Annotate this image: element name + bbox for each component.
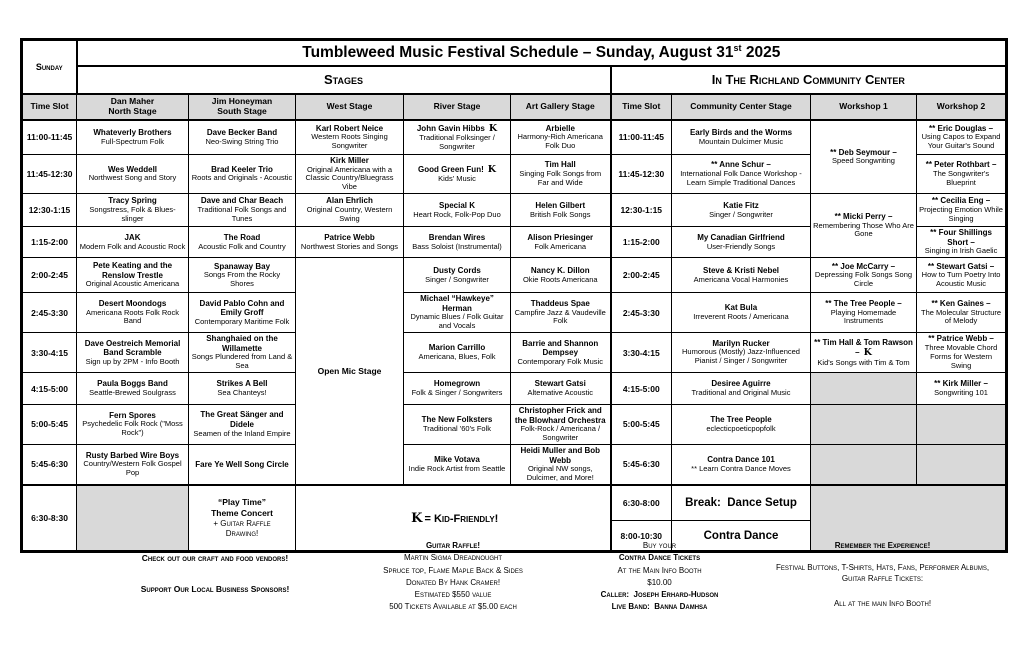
time-slot-cell: 5:00-5:45 <box>611 405 672 445</box>
performer-cell <box>511 373 611 405</box>
footer-line: Guitar Raffle Tickets: <box>841 574 924 583</box>
performer-cell <box>672 155 811 194</box>
time-slot-cell: 5:00-5:45 <box>22 405 77 445</box>
performer-desc: Humorous (Mostly) Jazz-Influenced Pianist / Singer / Songwriter <box>682 347 800 366</box>
performer-name: ** Stewart Gatsi – <box>927 261 995 271</box>
time-slot-cell: 1:15-2:00 <box>22 227 77 258</box>
footer-contra-dance-note <box>592 540 727 614</box>
col-header-west-stage: West Stage <box>296 94 404 120</box>
performer-desc: Folk-Rock / Americana / Songwriter <box>520 424 601 443</box>
time-slot-cell: 12:30-1:15 <box>22 194 77 227</box>
time-slot-cell: 2:00-2:45 <box>611 258 672 293</box>
time-slot-cell: 6:30-8:30 <box>22 485 77 552</box>
performer-name: Arbielle <box>545 123 575 133</box>
performer-desc: Original NW songs, Dulcimer, and More! <box>526 464 594 482</box>
performer-name: Katie Fitz <box>723 200 759 210</box>
contra-dance-cell: Contra Dance <box>672 521 811 552</box>
performer-desc: Remembering Those Who Are Gone <box>813 220 914 239</box>
performer-cell <box>189 333 296 373</box>
workshop-cell <box>917 227 1007 258</box>
performer-name: Patrice Webb <box>324 232 375 242</box>
workshop-cell <box>917 373 1007 405</box>
performer-desc: Using Capos to Expand Your Guitar's Sound <box>921 132 1001 151</box>
performer-name: Michael “Hawkeye” Herman <box>420 294 494 313</box>
performer-desc: Full-Spectrum Folk <box>101 136 164 146</box>
performer-cell <box>77 333 189 373</box>
performer-name: Rusty Barbed Wire Boys <box>85 450 180 460</box>
section-header-stages: Stages <box>77 66 611 94</box>
performer-name: Christopher Frick and the Blowhard Orchestra <box>514 406 606 425</box>
performer-cell <box>672 373 811 405</box>
performer-desc: eclecticpoeticpopfolk <box>706 423 776 433</box>
time-slot-cell: 3:30-4:15 <box>22 333 77 373</box>
performer-name: Nancy K. Dillon <box>530 265 590 275</box>
play-time-line: + Guitar Raffle <box>213 518 271 528</box>
performer-name: Kirk Miller <box>330 156 369 165</box>
col-header-north-stage <box>77 94 189 120</box>
performer-desc: Original Americana with a Classic Country/Bluegrass Vibe <box>305 164 394 192</box>
performer-name: Tim Hall <box>544 160 576 170</box>
performer-desc: Seamen of the Inland Empire <box>193 428 291 438</box>
footer-line: All at the main Info Booth! <box>833 598 932 608</box>
performer-desc: Seattle-Brewed Soulgrass <box>89 387 176 397</box>
play-time-line: “Play Time” <box>217 497 267 508</box>
performer-desc: Projecting Emotion While Singing <box>919 205 1003 223</box>
footer-line: Festival Buttons, T-Shirts, Hats, Fans, Performer Albums, <box>775 562 990 572</box>
time-slot-cell: 5:45-6:30 <box>611 444 672 484</box>
footer-line: Donated By Hank Cramer! <box>405 577 501 587</box>
performer-desc: Traditional and Original Music <box>691 387 791 397</box>
section-header-community-center: In The Richland Community Center <box>611 66 1007 94</box>
performer-desc: How to Turn Poetry Into Acoustic Music <box>921 270 1001 288</box>
col-header-time-slot: Time Slot <box>22 94 77 120</box>
time-slot-cell: 6:30-8:00 <box>611 485 672 521</box>
performer-cell <box>77 293 189 333</box>
workshop-cell <box>811 333 917 373</box>
col-header-line: North Stage <box>108 105 157 116</box>
performer-name: Fare Ye Well Song Circle <box>195 459 289 469</box>
page-title <box>77 40 1007 66</box>
performer-desc: Mountain Dulcimer Music <box>698 136 784 146</box>
performer-name: Desert Moondogs <box>98 298 167 308</box>
kid-friendly-marker: K <box>487 163 497 175</box>
performer-cell <box>189 293 296 333</box>
footer-remember-note <box>765 540 1000 609</box>
performer-name: John Gavin Hibbs <box>416 123 485 133</box>
performer-cell <box>77 120 189 155</box>
performer-cell <box>672 333 811 373</box>
time-slot-cell: 1:15-2:00 <box>611 227 672 258</box>
performer-cell <box>404 120 511 155</box>
performer-cell <box>672 227 811 258</box>
performer-name: David Pablo Cohn and Emily Groff <box>199 298 285 318</box>
performer-cell <box>672 405 811 445</box>
performer-cell <box>296 155 404 194</box>
footer-line: 500 Tickets Available at $5.00 each <box>389 602 517 612</box>
performer-desc: Songstress, Folk & Blues-slinger <box>89 205 176 223</box>
performer-cell <box>189 405 296 445</box>
performer-name: Barrie and Shannon Dempsey <box>522 338 599 358</box>
kid-friendly-marker: K <box>488 122 498 134</box>
performer-desc: International Folk Dance Workshop - Learn Simple Traditional Dances <box>680 169 802 187</box>
performer-desc: Original Country, Western Swing <box>306 205 393 223</box>
break-dance-setup-cell: Break: Dance Setup <box>672 485 811 521</box>
performer-name: Contra Dance 101 <box>707 455 775 465</box>
footer-line: Contra Dance Tickets <box>618 553 701 563</box>
footer-line: Buy your <box>642 541 677 550</box>
performer-desc: Original Acoustic Americana <box>85 279 180 289</box>
performer-cell <box>189 444 296 484</box>
performer-desc: Roots and Originals - Acoustic <box>191 173 293 183</box>
performer-desc: Bass Soloist (Instrumental) <box>412 241 502 251</box>
performer-desc: Northwest Song and Story <box>88 173 177 183</box>
time-slot-cell: 11:00-11:45 <box>611 120 672 155</box>
performer-cell <box>672 120 811 155</box>
performer-name: The Great Sänger and Didele <box>200 410 284 430</box>
performer-desc: Traditional '60's Folk <box>422 423 492 433</box>
performer-name: Alan Ehrlich <box>326 196 373 206</box>
performer-cell <box>404 444 511 484</box>
performer-desc: Northwest Stories and Songs <box>300 241 399 251</box>
footer-line: Estimated $550 value <box>414 590 492 600</box>
col-header-workshop-2: Workshop 2 <box>917 94 1007 120</box>
performer-name: Fern Spores <box>109 410 156 420</box>
workshop-cell <box>917 258 1007 293</box>
performer-desc: Sea Chanteys! <box>217 387 267 397</box>
performer-desc: Okie Roots Americana <box>522 274 598 284</box>
performer-desc: Country/Western Folk Gospel Pop <box>83 459 182 478</box>
performer-cell <box>511 258 611 293</box>
performer-cell <box>296 120 404 155</box>
performer-name: Homegrown <box>433 379 481 389</box>
performer-name: Brendan Wires <box>428 232 486 242</box>
legend-text: = Kid-Friendly! <box>424 512 499 525</box>
performer-name: ** Patrice Webb – <box>928 334 994 344</box>
performer-name: The New Folksters <box>421 415 493 425</box>
performer-cell <box>189 120 296 155</box>
performer-desc: Irreverent Roots / Americana <box>693 311 789 321</box>
empty-cell <box>917 405 1007 445</box>
workshop-cell <box>917 155 1007 194</box>
performer-name: Dave Oestreich Memorial Band Scramble <box>84 338 181 358</box>
performer-name: ** Ken Gaines – <box>931 298 991 308</box>
performer-name: ** Kirk Miller – <box>934 379 988 389</box>
performer-desc: Indie Rock Artist from Seattle <box>408 463 506 473</box>
performer-name: ** Joe McCarry – <box>831 261 896 271</box>
workshop-cell <box>811 120 917 194</box>
open-mic-stage-cell: Open Mic Stage <box>296 258 404 485</box>
empty-cell <box>811 444 917 484</box>
performer-desc: Singing Folk Songs from Far and Wide <box>519 169 602 187</box>
performer-name: ** Tim Hall & Tom Rawson – <box>814 337 913 358</box>
performer-desc: Kid's Songs with Tim & Tom <box>817 357 910 367</box>
performer-name: Wes Weddell <box>107 164 158 174</box>
performer-name: Brad Keeler Trio <box>211 164 273 174</box>
footer-line: Remember the Experience! <box>834 541 931 550</box>
time-slot-cell: 4:15-5:00 <box>22 373 77 405</box>
performer-desc: Playing Homemade Instruments <box>830 307 897 326</box>
empty-cell <box>77 485 189 552</box>
performer-desc: The Molecular Structure of Melody <box>921 307 1002 326</box>
performer-cell <box>511 227 611 258</box>
performer-desc: Kids' Music <box>438 174 476 184</box>
performer-cell <box>672 258 811 293</box>
performer-cell <box>296 227 404 258</box>
performer-desc: Songs Plundered from Land & Sea <box>191 352 293 371</box>
performer-desc: Three Movable Chord Forms for Western Swing <box>924 343 998 370</box>
col-header-time-slot-right: Time Slot <box>611 94 672 120</box>
performer-cell <box>511 333 611 373</box>
festival-schedule-table <box>20 38 1008 553</box>
performer-desc: Singer / Songwriter <box>709 209 773 219</box>
performer-name: Strikes A Bell <box>216 379 268 389</box>
performer-name: Pete Keating and the Renslow Trestle <box>92 261 173 280</box>
performer-name: Spanaway Bay <box>213 261 271 271</box>
performer-name: Dave Becker Band <box>206 128 278 138</box>
play-time-line: Theme Concert <box>211 508 273 519</box>
performer-name: ** The Tree People – <box>825 298 902 308</box>
performer-desc: Sign up by 2PM - Info Booth <box>85 356 180 366</box>
empty-cell <box>811 373 917 405</box>
performer-cell <box>77 194 189 227</box>
performer-name: Steve & Kristi Nebel <box>702 265 780 275</box>
footer-line: $10.00 <box>647 577 672 587</box>
performer-cell <box>672 194 811 227</box>
performer-desc: Americana, Blues, Folk <box>418 351 496 361</box>
performer-name: Tracy Spring <box>108 196 157 206</box>
performer-name: Stewart Gatsi <box>534 379 586 389</box>
performer-desc: Dynamic Blues / Folk Guitar and Vocals <box>410 312 504 331</box>
performer-name: Early Birds and the Worms <box>689 128 793 138</box>
performer-name: Dave and Char Beach <box>200 196 284 206</box>
performer-cell <box>189 373 296 405</box>
time-slot-cell: 11:45-12:30 <box>22 155 77 194</box>
performer-desc: Contemporary Folk Music <box>517 356 603 366</box>
col-header-south-stage <box>189 94 296 120</box>
performer-desc: Alternative Acoustic <box>527 387 593 397</box>
empty-cell <box>917 444 1007 484</box>
performer-name: Alison Priesinger <box>527 232 594 242</box>
footer-line: Guitar Raffle! <box>425 541 481 550</box>
performer-name: Thaddeus Spae <box>530 298 590 308</box>
workshop-cell <box>917 194 1007 227</box>
performer-cell <box>77 155 189 194</box>
play-time-line: Drawing! <box>225 528 259 538</box>
performer-name: ** Cecilia Eng – <box>931 196 991 206</box>
performer-cell <box>77 405 189 445</box>
performer-name: ** Peter Rothbart – <box>925 160 997 170</box>
performer-desc: Depressing Folk Songs Song Circle <box>814 270 913 288</box>
performer-name: Kat Bula <box>724 303 758 313</box>
footer-line: Live Band: Banna Damhsa <box>611 602 708 612</box>
footer-vendors-note <box>80 552 350 596</box>
performer-name: ** Four Shillings Short – <box>930 228 992 247</box>
title-text: Tumbleweed Music Festival Schedule – Sunday, August 31 <box>302 44 734 62</box>
title-year: 2025 <box>741 44 781 62</box>
workshop-cell <box>811 258 917 293</box>
performer-name: Special K <box>438 200 475 210</box>
performer-cell <box>511 405 611 445</box>
performer-name: Helen Gilbert <box>535 200 586 210</box>
performer-cell <box>404 333 511 373</box>
performer-name: ** Anne Schur – <box>711 160 771 170</box>
performer-desc: User-Friendly Songs <box>706 241 776 251</box>
performer-name: ** Deb Seymour – <box>830 147 897 157</box>
performer-cell <box>404 405 511 445</box>
performer-cell <box>77 227 189 258</box>
performer-desc: Modern Folk and Acoustic Rock <box>79 241 186 251</box>
time-slot-cell: 5:45-6:30 <box>22 444 77 484</box>
performer-desc: Neo-Swing String Trio <box>205 136 279 146</box>
workshop-cell <box>917 120 1007 155</box>
time-slot-cell: 2:45-3:30 <box>611 293 672 333</box>
performer-desc: ** Learn Contra Dance Moves <box>691 463 791 473</box>
performer-cell <box>672 444 811 484</box>
time-slot-cell: 12:30-1:15 <box>611 194 672 227</box>
performer-name: Marilyn Rucker <box>712 338 770 348</box>
performer-desc: Western Roots Singing Songwriter <box>311 132 388 151</box>
footer-line: Check out our craft and food vendors! <box>141 553 289 563</box>
performer-name: Desiree Aguirre <box>711 379 771 389</box>
workshop-cell <box>811 194 917 258</box>
performer-name: Good Green Fun! <box>417 164 484 174</box>
performer-desc: The Songwriter's Blueprint <box>933 169 990 187</box>
performer-name: The Road <box>223 232 261 242</box>
play-time-concert-cell <box>189 485 296 552</box>
performer-cell <box>511 293 611 333</box>
performer-desc: Psychedelic Folk Rock ("Moss Rock") <box>82 419 183 438</box>
footer-line: Support Our Local Business Sponsors! <box>140 584 290 595</box>
kid-friendly-marker: K <box>863 347 872 359</box>
performer-name: Dusty Cords <box>433 265 481 275</box>
performer-cell <box>189 155 296 194</box>
performer-name: Marion Carrillo <box>428 343 486 353</box>
performer-cell <box>296 194 404 227</box>
performer-name: Heidi Muller and Bob Webb <box>520 445 601 465</box>
performer-name: My Canadian Girlfriend <box>697 232 785 242</box>
performer-cell <box>404 155 511 194</box>
performer-desc: Traditional Folk Songs and Tunes <box>197 205 287 223</box>
performer-desc: Folk Americana <box>534 241 587 251</box>
time-slot-cell: 2:00-2:45 <box>22 258 77 293</box>
performer-cell <box>404 373 511 405</box>
performer-cell <box>511 120 611 155</box>
workshop-cell <box>917 293 1007 333</box>
col-header-community-center-stage: Community Center Stage <box>672 94 811 120</box>
time-slot-cell: 11:45-12:30 <box>611 155 672 194</box>
performer-desc: Harmony-Rich Americana Folk Duo <box>517 132 603 151</box>
performer-cell <box>77 373 189 405</box>
col-header-river-stage: River Stage <box>404 94 511 120</box>
performer-name: Paula Boggs Band <box>97 379 168 389</box>
performer-cell <box>189 258 296 293</box>
col-header-line: Jim Honeyman <box>211 95 273 106</box>
performer-desc: Traditional Folksinger / Songwriter <box>419 133 495 151</box>
performer-name: Whateverly Brothers <box>93 128 172 138</box>
performer-name: Mike Votava <box>434 455 480 465</box>
footer-line: Caller: Joseph Erhard-Hudson <box>600 590 719 600</box>
performer-name: JAK <box>124 232 141 242</box>
performer-name: Shanghaied on the Willamette <box>206 334 278 353</box>
kid-friendly-marker: K <box>411 510 423 526</box>
performer-cell <box>404 293 511 333</box>
performer-desc: Campfire Jazz & Vaudeville Folk <box>514 307 606 326</box>
time-slot-cell: 4:15-5:00 <box>611 373 672 405</box>
performer-name: ** Micki Perry – <box>834 212 893 221</box>
workshop-cell <box>811 293 917 333</box>
time-slot-cell: 2:45-3:30 <box>22 293 77 333</box>
performer-desc: Heart Rock, Folk-Pop Duo <box>413 209 501 219</box>
performer-desc: Speed Songwriting <box>832 156 895 166</box>
performer-cell <box>77 258 189 293</box>
performer-cell <box>404 194 511 227</box>
performer-desc: Singer / Songwriter <box>425 274 489 284</box>
footer-line: Spruce top, Flame Maple Back & Sides <box>383 565 523 575</box>
day-label: Sunday <box>22 40 77 94</box>
performer-desc: Songwriting 101 <box>934 387 988 397</box>
performer-desc: Songs From the Rocky Shores <box>203 270 281 288</box>
col-header-art-gallery-stage: Art Gallery Stage <box>511 94 611 120</box>
col-header-workshop-1: Workshop 1 <box>811 94 917 120</box>
time-slot-cell: 11:00-11:45 <box>22 120 77 155</box>
performer-cell <box>189 227 296 258</box>
performer-desc: Americana Roots Folk Rock Band <box>86 307 179 326</box>
performer-desc: British Folk Songs <box>530 209 591 219</box>
empty-cell <box>811 405 917 445</box>
footer-guitar-raffle-note <box>368 540 538 614</box>
col-header-line: Dan Maher <box>110 95 155 106</box>
time-slot-cell: 3:30-4:15 <box>611 333 672 373</box>
performer-desc: Singing in Irish Gaelic <box>924 246 998 256</box>
performer-cell <box>511 155 611 194</box>
performer-cell <box>189 194 296 227</box>
performer-desc: Folk & Singer / Songwriters <box>411 387 503 397</box>
performer-cell <box>404 258 511 293</box>
footer-line: At the Main Info Booth <box>617 565 702 575</box>
performer-cell <box>511 444 611 484</box>
performer-name: ** Eric Douglas – <box>929 123 994 133</box>
title-superscript: st <box>733 43 742 54</box>
col-header-line: South Stage <box>217 105 267 116</box>
performer-desc: Acoustic Folk and Country <box>198 241 286 251</box>
performer-name: The Tree People <box>710 415 772 425</box>
performer-cell <box>511 194 611 227</box>
performer-cell <box>77 444 189 484</box>
performer-desc: Americana Vocal Harmonies <box>693 274 789 284</box>
workshop-cell <box>917 333 1007 373</box>
performer-cell <box>672 293 811 333</box>
performer-name: Karl Robert Neice <box>315 123 384 133</box>
time-slot-cell: 8:00-10:30 <box>611 521 672 552</box>
performer-desc: Contemporary Maritime Folk <box>194 316 290 326</box>
footer-line: Martin Sigma Dreadnought <box>403 553 503 563</box>
performer-cell <box>404 227 511 258</box>
